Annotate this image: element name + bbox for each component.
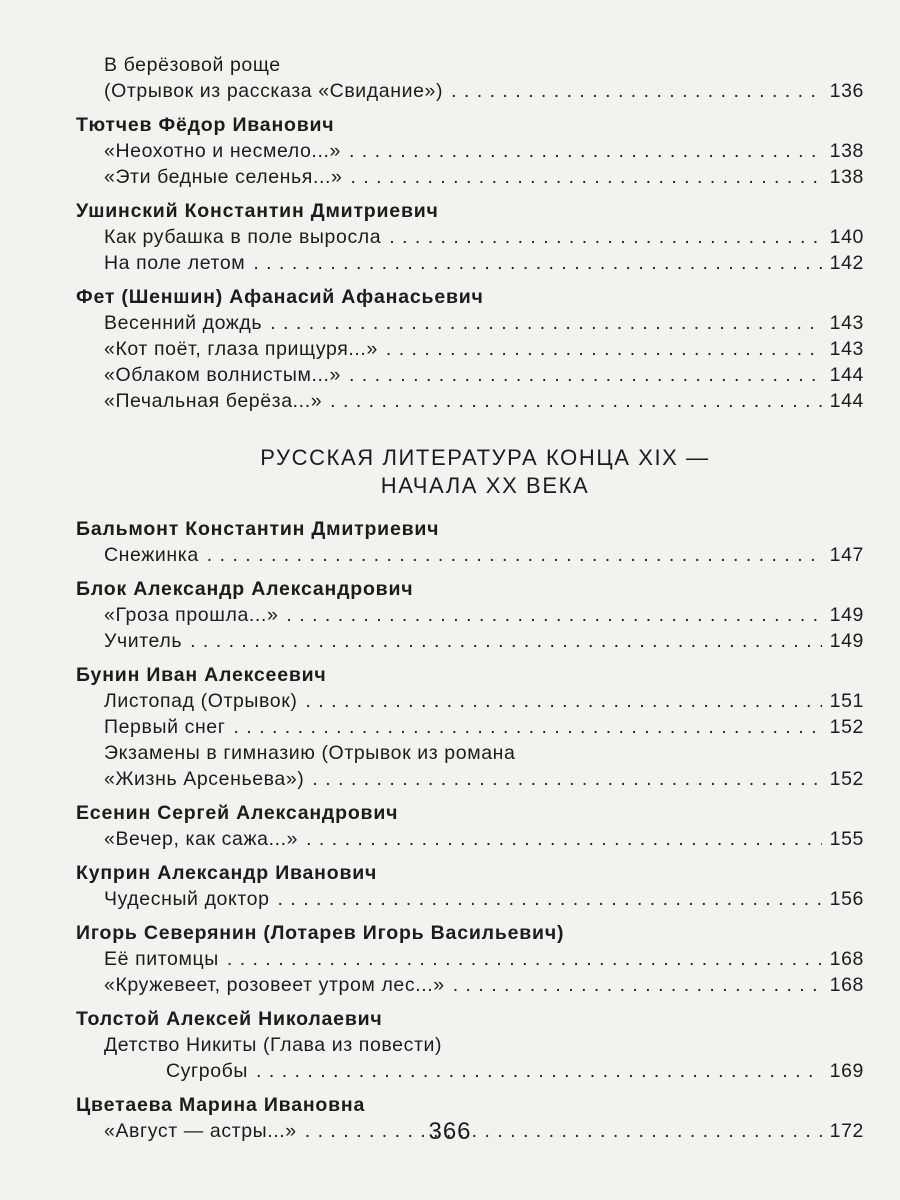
toc-entry	[76, 714, 864, 740]
toc-page-number: 168	[829, 974, 864, 996]
dot-leader	[306, 826, 822, 852]
dot-leader	[286, 602, 822, 628]
toc-entry	[76, 602, 864, 628]
dot-leader	[349, 138, 822, 164]
toc-entry-title: Первый снег	[104, 716, 226, 738]
toc-entry-title-line: Экзамены в гимназию (Отрывок из романа	[104, 742, 516, 764]
toc-entry-title: Её питомцы	[104, 948, 219, 970]
toc-entry	[76, 310, 864, 336]
author-heading: Толстой Алексей Николаевич	[76, 1008, 383, 1030]
toc-page-number: 169	[829, 1060, 864, 1082]
toc-page-number: 144	[829, 390, 864, 412]
dot-leader	[386, 336, 822, 362]
toc-page-number: 151	[829, 690, 864, 712]
toc-entry-title: «Август — астры...»	[104, 1120, 297, 1142]
toc-entry-title: (Отрывок из рассказа «Свидание»)	[104, 80, 444, 102]
author-heading: Фет (Шеншин) Афанасий Афанасьевич	[76, 286, 484, 308]
toc-entry-title: Сугробы	[166, 1060, 249, 1082]
toc-entry	[76, 224, 864, 250]
page-number: 366	[428, 1118, 472, 1145]
dot-leader	[305, 688, 822, 714]
toc-entry	[76, 1058, 864, 1084]
toc-entry	[76, 138, 864, 164]
toc-entry-title-line: Детство Никиты (Глава из повести)	[104, 1034, 443, 1056]
toc-page-number: 168	[829, 948, 864, 970]
dot-leader	[350, 164, 822, 190]
dot-leader	[270, 310, 822, 336]
toc-entry-title: Учитель	[104, 630, 183, 652]
toc-entry	[76, 972, 864, 998]
toc-page-number: 136	[829, 80, 864, 102]
author-heading: Бальмонт Константин Дмитриевич	[76, 518, 440, 540]
toc-page-number: 156	[829, 888, 864, 910]
toc-entry-title: «Печальная берёза...»	[104, 390, 323, 412]
toc-entry	[76, 826, 864, 852]
toc-page-number: 138	[829, 166, 864, 188]
author-heading: Блок Александр Александрович	[76, 578, 414, 600]
toc-page-number: 152	[829, 768, 864, 790]
toc-page-number: 149	[829, 604, 864, 626]
toc-entry	[76, 628, 864, 654]
toc-entry-title: «Жизнь Арсеньева»)	[104, 768, 305, 790]
author-heading: Игорь Северянин (Лотарев Игорь Васильевич)	[76, 922, 565, 944]
toc-page-number: 143	[829, 338, 864, 360]
dot-leader	[190, 628, 822, 654]
toc-entry-title: «Гроза прошла...»	[104, 604, 279, 626]
dot-leader	[349, 362, 822, 388]
dot-leader	[253, 250, 822, 276]
toc-page-number: 138	[829, 140, 864, 162]
toc-page-number: 142	[829, 252, 864, 274]
toc-page-number: 143	[829, 312, 864, 334]
toc-entry	[76, 946, 864, 972]
toc-entry-title: Весенний дождь	[104, 312, 263, 334]
dot-leader	[233, 714, 822, 740]
dot-leader	[312, 766, 822, 792]
toc-entry	[76, 766, 864, 792]
toc-entry-title: «Неохотно и несмело...»	[104, 140, 341, 162]
section-title-line: НАЧАЛА XX ВЕКА	[380, 473, 590, 498]
toc-entry-title: «Вечер, как сажа...»	[104, 828, 299, 850]
toc-page-number: 144	[829, 364, 864, 386]
toc-entry-title: «Облаком волнистым...»	[104, 364, 341, 386]
dot-leader	[389, 224, 822, 250]
section-title-line: РУССКАЯ ЛИТЕРАТУРА КОНЦА XIX —	[260, 445, 710, 470]
toc-entry	[76, 78, 864, 104]
toc-entry-title: Чудесный доктор	[104, 888, 270, 910]
toc-entry	[76, 362, 864, 388]
author-heading: Куприн Александр Иванович	[76, 862, 378, 884]
toc-page-number: 149	[829, 630, 864, 652]
author-heading: Ушинский Константин Дмитриевич	[76, 200, 439, 222]
dot-leader	[278, 886, 822, 912]
section-title	[76, 444, 864, 500]
dot-leader	[451, 78, 822, 104]
dot-leader	[207, 542, 822, 568]
toc-entry-title: На поле летом	[104, 252, 246, 274]
toc-entry	[76, 688, 864, 714]
dot-leader	[256, 1058, 822, 1084]
toc-page-number: 152	[829, 716, 864, 738]
toc-entry-title-line: В берёзовой роще	[104, 54, 281, 76]
table-of-contents	[76, 52, 864, 1144]
author-heading: Бунин Иван Алексеевич	[76, 664, 327, 686]
toc-page-number: 140	[829, 226, 864, 248]
dot-leader	[330, 388, 822, 414]
toc-entry-title: Листопад (Отрывок)	[104, 690, 298, 712]
toc-page-number: 147	[829, 544, 864, 566]
author-heading: Цветаева Марина Ивановна	[76, 1094, 366, 1116]
toc-entry	[76, 886, 864, 912]
author-heading: Есенин Сергей Александрович	[76, 802, 399, 824]
dot-leader	[453, 972, 822, 998]
toc-entry	[76, 388, 864, 414]
toc-entry-title: «Кружевеет, розовеет утром лес...»	[104, 974, 445, 996]
toc-entry	[76, 336, 864, 362]
toc-entry-title: «Кот поёт, глаза прищуря...»	[104, 338, 378, 360]
dot-leader	[227, 946, 822, 972]
toc-entry-title: Снежинка	[104, 544, 199, 566]
toc-entry	[76, 164, 864, 190]
toc-page-number: 172	[829, 1120, 864, 1142]
author-heading: Тютчев Фёдор Иванович	[76, 114, 335, 136]
toc-entry	[76, 250, 864, 276]
toc-entry-title: «Эти бедные селенья...»	[104, 166, 343, 188]
toc-entry	[76, 542, 864, 568]
toc-entry-title: Как рубашка в поле выросла	[104, 226, 382, 248]
toc-page-number: 155	[829, 828, 864, 850]
